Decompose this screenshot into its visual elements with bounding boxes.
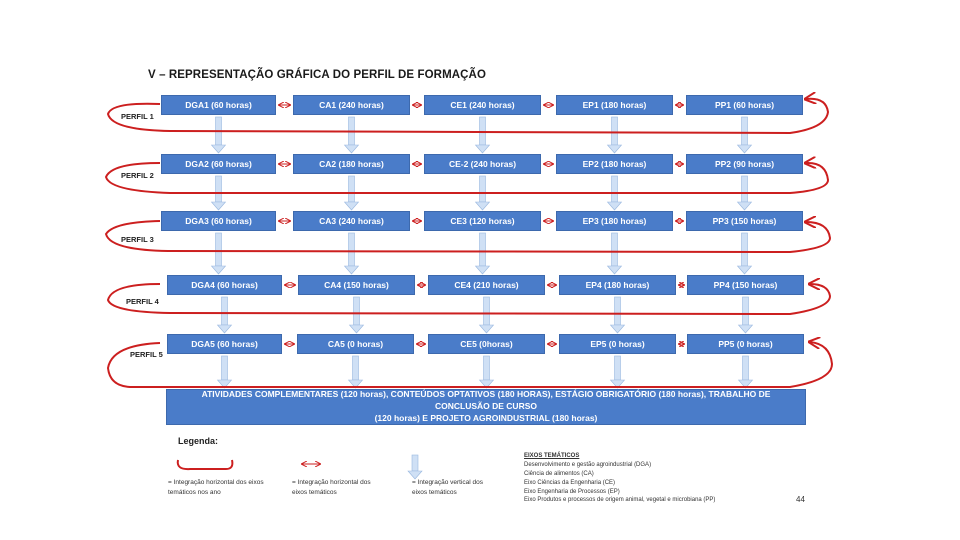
perfil-label-2: PERFIL 2 [121, 171, 154, 180]
box-ca4: CA4 (150 horas) [298, 275, 415, 295]
box-pp5: PP5 (0 horas) [687, 334, 804, 354]
perfil-label-5: PERFIL 5 [130, 350, 163, 359]
box-ep5: EP5 (0 horas) [559, 334, 676, 354]
box-pp2: PP2 (90 horas) [686, 154, 803, 174]
box-ep3: EP3 (180 horas) [556, 211, 673, 231]
page-title: V – REPRESENTAÇÃO GRÁFICA DO PERFIL DE FORMAÇÃO [148, 69, 487, 81]
eixo-item: Eixo Produtos e processos de origem animal, vegetal e microbiana (PP) [524, 497, 716, 504]
eixo-item: Eixo Engenharia de Processos (EP) [524, 488, 620, 495]
complementary-activities-line-1: ATIVIDADES COMPLEMENTARES (120 horas), CONTEÚDOS OPTATIVOS (180 HORAS), ESTÁGIO OBRIGATÓRIO (180 horas), TRABALHO DE CONCLUSÃO DE CURSO [201, 389, 771, 412]
box-ca1: CA1 (240 horas) [293, 95, 410, 115]
box-ce4: CE4 (210 horas) [428, 275, 545, 295]
box-ep1: EP1 (180 horas) [556, 95, 673, 115]
box-dga3: DGA3 (60 horas) [161, 211, 276, 231]
box-ce2: CE-2 (240 horas) [424, 154, 541, 174]
legend-item-2-line-1: = Integração horizontal dos [292, 479, 371, 486]
box-pp4: PP4 (150 horas) [687, 275, 804, 295]
page-number: 44 [796, 495, 805, 504]
legend-item-1-line-2: temáticos nos ano [168, 488, 221, 496]
complementary-activities-line-2: (120 horas) E PROJETO AGROINDUSTRIAL (180 horas) [374, 412, 598, 423]
box-ce1: CE1 (240 horas) [424, 95, 541, 115]
legend-item-2-line-2: eixos temáticos [292, 488, 337, 496]
box-ca5: CA5 (0 horas) [297, 334, 414, 354]
eixo-item: Desenvolvimento e gestão agroindustrial (DGA) [524, 461, 652, 468]
perfil-label-3: PERFIL 3 [121, 235, 154, 244]
box-dga2: DGA2 (60 horas) [161, 154, 276, 174]
box-pp1: PP1 (60 horas) [686, 95, 803, 115]
box-dga5: DGA5 (60 horas) [167, 334, 282, 354]
legend-loop-icon [178, 460, 233, 469]
eixo-item: Eixo Ciências da Engenharia (CE) [524, 479, 616, 486]
box-ep2: EP2 (180 horas) [556, 154, 673, 174]
box-ce5: CE5 (0horas) [428, 334, 545, 354]
box-ce3: CE3 (120 horas) [424, 211, 541, 231]
legend-down-arrow-icon [408, 455, 422, 479]
perfil-label-4: PERFIL 4 [126, 297, 159, 306]
legend-item-horizontal [292, 478, 371, 498]
legend-item-3-line-2: eixos temáticos [412, 488, 457, 496]
eixos-heading: EIXOS TEMÁTICOS [524, 453, 580, 459]
legend-item-vertical [412, 478, 483, 498]
box-ep4: EP4 (180 horas) [559, 275, 676, 295]
box-dga1: DGA1 (60 horas) [161, 95, 276, 115]
eixo-item: Ciência de alimentos (CA) [524, 470, 594, 477]
legend-item-horizontal-year [168, 478, 264, 498]
box-ca2: CA2 (180 horas) [293, 154, 410, 174]
legend-item-3-line-1: = Integração vertical dos [412, 479, 483, 486]
box-dga4: DGA4 (60 horas) [167, 275, 282, 295]
box-ca3: CA3 (240 horas) [293, 211, 410, 231]
box-pp3: PP3 (150 horas) [686, 211, 803, 231]
legend-title: Legenda: [178, 436, 219, 446]
perfil-label-1: PERFIL 1 [121, 112, 154, 121]
legend-item-1-line-1: = Integração horizontal dos eixos [168, 479, 264, 486]
eixos-tematicos-list [524, 452, 715, 505]
